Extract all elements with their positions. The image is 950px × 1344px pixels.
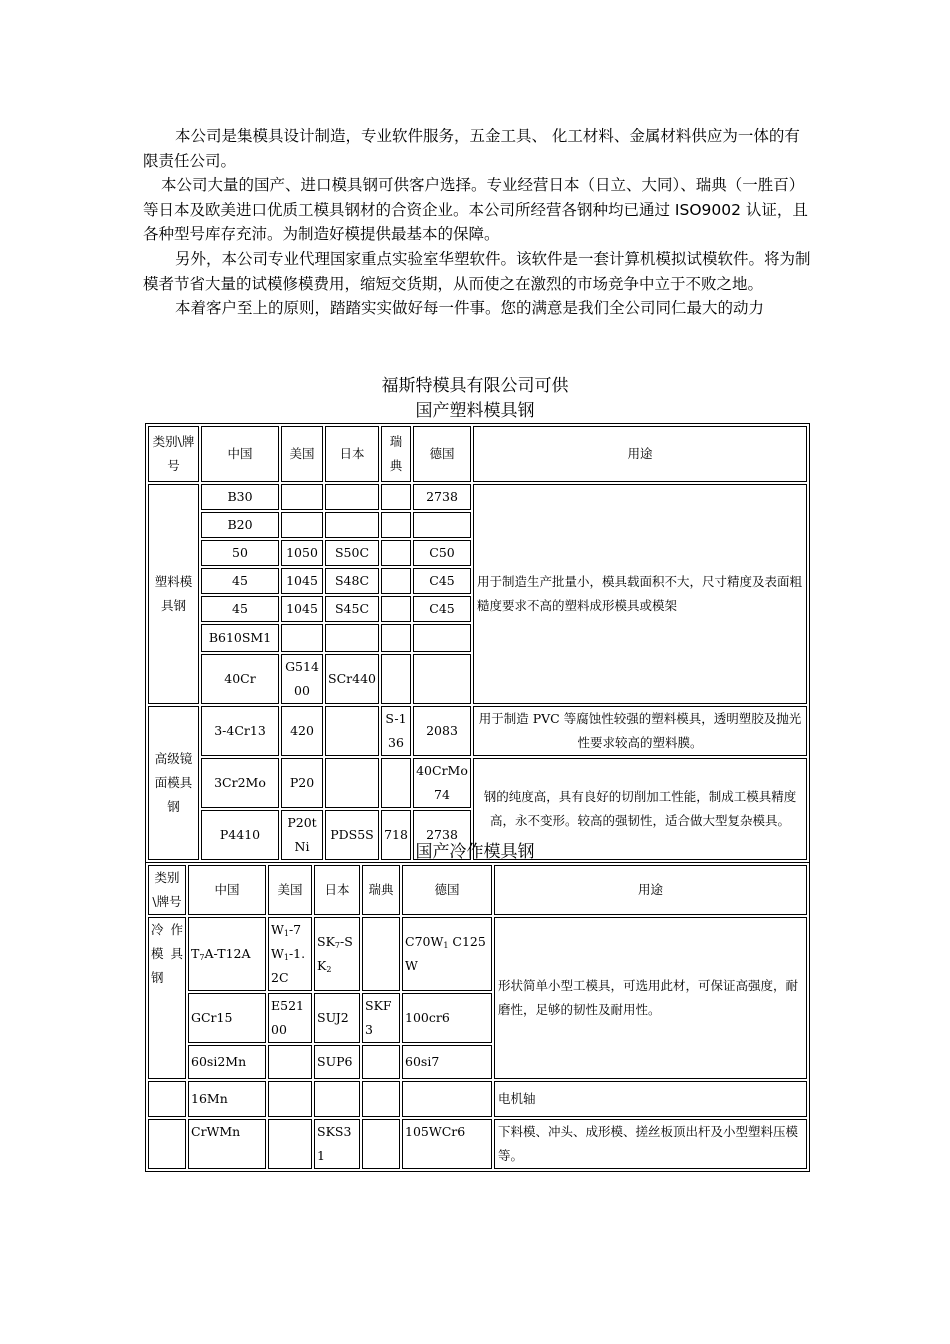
cell-china: 50 bbox=[201, 540, 279, 566]
table-row bbox=[148, 1081, 807, 1117]
cell-germany: C45 bbox=[413, 568, 471, 594]
category-cell-empty bbox=[148, 1081, 186, 1117]
cell-germany bbox=[413, 654, 471, 704]
cell-japan: S50C bbox=[325, 540, 379, 566]
cell-germany: 100cr6 bbox=[402, 993, 492, 1043]
cell-china: B610SM1 bbox=[201, 624, 279, 652]
category-cell-empty bbox=[148, 1119, 186, 1169]
table-row bbox=[148, 484, 807, 510]
table-row bbox=[148, 706, 807, 756]
cell-china: 40Cr bbox=[201, 654, 279, 704]
cell-sweden bbox=[381, 540, 411, 566]
cell-japan: $SK_7-SK_2$ bbox=[314, 917, 360, 991]
category-cell: 塑料模具钢 bbox=[148, 484, 199, 704]
table-row bbox=[148, 758, 807, 808]
cell-usa: $W_1-7$ $W_1-1.2C$ bbox=[268, 917, 312, 991]
cell-sweden bbox=[362, 1081, 400, 1117]
cell-germany: 40CrMo74 bbox=[413, 758, 471, 808]
cell-usa bbox=[268, 1045, 312, 1079]
cell-china: 3Cr2Mo bbox=[201, 758, 279, 808]
cell-sweden bbox=[362, 1119, 400, 1169]
cell-usa: E52100 bbox=[268, 993, 312, 1043]
cell-usa bbox=[281, 512, 323, 538]
header-use: 用途 bbox=[494, 865, 807, 915]
intro-paragraph: 本公司大量的国产、进口模具钢可供客户选择。专业经营日本（日立、大同）、瑞典（一胜百）等日本及欧美进口优质工模具钢材的合资企业。本公司所经营各钢种均已通过 ISO9002 认证，且各种型号库存充沛。为制造好模提供最基本的保障。 bbox=[143, 176, 808, 244]
cell-sweden bbox=[381, 624, 411, 652]
plastic-table-title: 国产塑料模具钢 bbox=[415, 401, 535, 421]
cell-germany: 2083 bbox=[413, 706, 471, 756]
cell-usa: 1045 bbox=[281, 596, 323, 622]
cell-germany bbox=[413, 624, 471, 652]
cell-japan: S48C bbox=[325, 568, 379, 594]
cell-japan: PDS5S bbox=[325, 810, 379, 860]
cell-japan bbox=[314, 1081, 360, 1117]
header-japan: 日本 bbox=[325, 426, 379, 482]
cold-steel-table bbox=[145, 862, 810, 1172]
cell-usa: G51400 bbox=[281, 654, 323, 704]
cell-sweden bbox=[381, 654, 411, 704]
cell-usa: 1050 bbox=[281, 540, 323, 566]
intro-paragraph: 本公司是集模具设计制造，专业软件服务，五金工具、 化工材料、金属材料供应为一体的有限责任公司。 bbox=[143, 127, 800, 170]
header-usa: 美国 bbox=[268, 865, 312, 915]
cell-china: 60si2Mn bbox=[188, 1045, 266, 1079]
category-cell: 高级镜面模具钢 bbox=[148, 706, 199, 860]
cell-usa: P20tNi bbox=[281, 810, 323, 860]
cell-china: $T_7A-T12A$ bbox=[188, 917, 266, 991]
cell-china: 16Mn bbox=[188, 1081, 266, 1117]
cell-usa: P20 bbox=[281, 758, 323, 808]
use-cell: 用于制造生产批量小，模具载面积不大，尺寸精度及表面粗糙度要求不高的塑料成形模具或模架 bbox=[473, 484, 807, 704]
cell-usa: 420 bbox=[281, 706, 323, 756]
cell-china: 3-4Cr13 bbox=[201, 706, 279, 756]
cell-japan: SUJ2 bbox=[314, 993, 360, 1043]
cell-germany: 2738 bbox=[413, 484, 471, 510]
cell-sweden bbox=[362, 917, 400, 991]
cell-japan: SKS31 bbox=[314, 1119, 360, 1169]
cell-germany: 60si7 bbox=[402, 1045, 492, 1079]
cell-usa bbox=[281, 484, 323, 510]
table-row bbox=[148, 1119, 807, 1169]
cell-sweden: SKF3 bbox=[362, 993, 400, 1043]
cell-germany: C45 bbox=[413, 596, 471, 622]
header-germany: 德国 bbox=[413, 426, 471, 482]
cell-germany: $C70W_1$ C125W bbox=[402, 917, 492, 991]
cell-sweden bbox=[381, 512, 411, 538]
table-row bbox=[148, 917, 807, 991]
cell-germany: 105WCr6 bbox=[402, 1119, 492, 1169]
header-category: 类别\牌号 bbox=[148, 426, 199, 482]
header-sweden: 瑞典 bbox=[381, 426, 411, 482]
cell-china: CrWMn bbox=[188, 1119, 266, 1169]
cell-sweden bbox=[381, 596, 411, 622]
cell-japan bbox=[325, 512, 379, 538]
table-header-row bbox=[148, 426, 807, 482]
header-sweden: 瑞典 bbox=[362, 865, 400, 915]
cell-sweden bbox=[381, 758, 411, 808]
cell-germany: C50 bbox=[413, 540, 471, 566]
cell-sweden: 718 bbox=[381, 810, 411, 860]
category-cell: 冷作模具钢 bbox=[148, 917, 186, 1079]
intro-text bbox=[143, 124, 813, 321]
cell-japan: SUP6 bbox=[314, 1045, 360, 1079]
cell-japan: S45C bbox=[325, 596, 379, 622]
use-cell: 下料模、冲头、成形模、搓丝板顶出杆及小型塑料压模等。 bbox=[494, 1119, 807, 1169]
cell-sweden bbox=[381, 484, 411, 510]
cell-usa: 1045 bbox=[281, 568, 323, 594]
use-cell: 用于制造 PVC 等腐蚀性较强的塑料模具，透明塑胶及抛光性要求较高的塑料膜。 bbox=[473, 706, 807, 756]
cell-china: GCr15 bbox=[188, 993, 266, 1043]
company-title: 福斯特模具有限公司可供 bbox=[381, 376, 569, 396]
header-use: 用途 bbox=[473, 426, 807, 482]
use-cell: 电机轴 bbox=[494, 1081, 807, 1117]
use-cell: 钢的纯度高，具有良好的切削加工性能，制成工模具精度高，永不变形。较高的强韧性，适合做大型复杂模具。 bbox=[473, 758, 807, 860]
cell-sweden: S-136 bbox=[381, 706, 411, 756]
cell-usa bbox=[268, 1081, 312, 1117]
cell-usa bbox=[268, 1119, 312, 1169]
intro-paragraph: 另外，本公司专业代理国家重点实验室华塑软件。该软件是一套计算机模拟试模软件。将为制模者节省大量的试模修模费用，缩短交货期，从而使之在激烈的市场竞争中立于不败之地。 bbox=[143, 249, 811, 293]
plastic-steel-table bbox=[145, 423, 810, 863]
cell-germany bbox=[402, 1081, 492, 1117]
header-china: 中国 bbox=[201, 426, 279, 482]
cold-table-title: 国产冷作模具钢 bbox=[415, 842, 535, 862]
cell-sweden bbox=[381, 568, 411, 594]
cell-china: B20 bbox=[201, 512, 279, 538]
header-usa: 美国 bbox=[281, 426, 323, 482]
cell-japan: SCr440 bbox=[325, 654, 379, 704]
cell-japan bbox=[325, 706, 379, 756]
header-china: 中国 bbox=[188, 865, 266, 915]
cell-sweden bbox=[362, 1045, 400, 1079]
cell-usa bbox=[281, 624, 323, 652]
intro-paragraph: 本着客户至上的原则，踏踏实实做好每一件事。您的满意是我们全公司同仁最大的动力 bbox=[175, 299, 765, 318]
header-japan: 日本 bbox=[314, 865, 360, 915]
use-cell: 形状简单小型工模具，可选用此材，可保证高强度，耐磨性，足够的韧性及耐用性。 bbox=[494, 917, 807, 1079]
header-germany: 德国 bbox=[402, 865, 492, 915]
cell-japan bbox=[325, 624, 379, 652]
cell-china: 45 bbox=[201, 568, 279, 594]
header-category: 类别\牌号 bbox=[148, 865, 186, 915]
cell-japan bbox=[325, 484, 379, 510]
cell-china: 45 bbox=[201, 596, 279, 622]
cell-japan bbox=[325, 758, 379, 808]
cell-germany bbox=[413, 512, 471, 538]
cell-germany: 2738 bbox=[413, 810, 471, 860]
cell-china: P4410 bbox=[201, 810, 279, 860]
cell-china: B30 bbox=[201, 484, 279, 510]
table-header-row bbox=[148, 865, 807, 915]
